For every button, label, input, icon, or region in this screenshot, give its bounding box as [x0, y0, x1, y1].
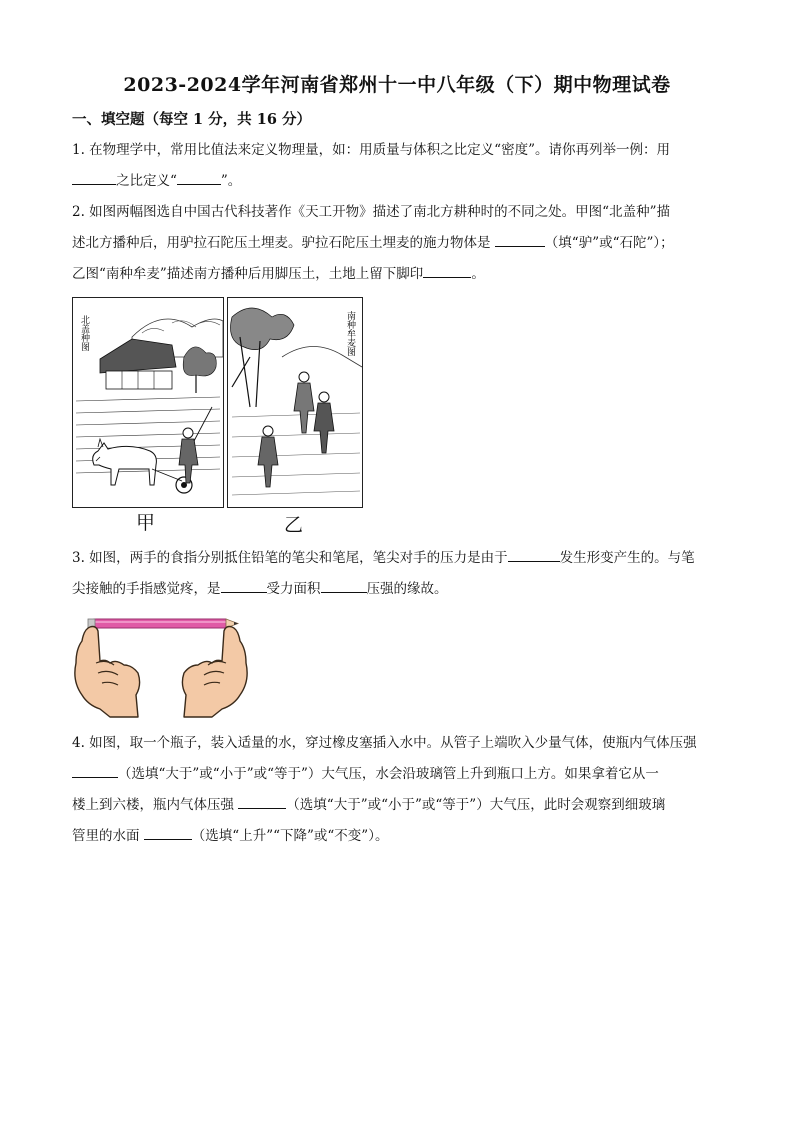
- question-1: [72, 135, 724, 197]
- answer-blank[interactable]: [321, 577, 367, 593]
- question-2: [72, 197, 724, 290]
- q1-line-2: 之比定义“ ”。: [72, 166, 724, 197]
- q4-line-1: 4. 如图，取一个瓶子，装入适量的水，穿过橡皮塞插入水中。从管子上端吹入少量气体，使瓶内气体压强: [72, 735, 697, 751]
- pencil: [88, 619, 238, 628]
- left-hand: [75, 627, 140, 718]
- answer-blank[interactable]: [238, 793, 286, 809]
- answer-blank[interactable]: [144, 824, 192, 840]
- answer-blank[interactable]: [508, 546, 560, 562]
- right-hand: [182, 627, 247, 718]
- north-sowing-panel: [73, 298, 224, 508]
- q2-line-3: 乙图“南种牟麦”描述南方播种后用脚压土，土地上留下脚印 。: [72, 259, 724, 290]
- section-heading: 一、填空题（每空 1 分，共 16 分）: [72, 111, 311, 128]
- caption-jia: 甲: [136, 512, 156, 534]
- q2-line-1: 2. 如图两幅图选自中国古代科技著作《天工开物》描述了南北方耕种时的不同之处。甲图“北盖种”描: [72, 204, 670, 220]
- question-4: [72, 728, 724, 852]
- answer-blank[interactable]: [72, 762, 118, 778]
- inscription-left: 北盖种图: [79, 315, 89, 351]
- q4-line-4: 管里的水面 （选填“上升”“下降”或“不变”）。: [72, 821, 724, 852]
- question-3: [72, 543, 724, 605]
- answer-blank[interactable]: [495, 231, 545, 247]
- tiangong-kaiwu-illustration: [72, 297, 364, 509]
- q1-line-1: 1. 在物理学中，常用比值法来定义物理量，如：用质量与体积之比定义“密度”。请你再列举一例：用: [72, 142, 670, 158]
- answer-blank[interactable]: [423, 262, 471, 278]
- answer-blank[interactable]: [177, 169, 221, 185]
- q3-line-2: 尖接触的手指感觉疼，是 受力面积 压强的缘故。: [72, 574, 724, 605]
- pencil-fingers-illustration: [72, 607, 250, 719]
- q4-line-3: 楼上到六楼，瓶内气体压强 （选填“大于”或“小于”或“等于”）大气压，此时会观察到细玻璃: [72, 790, 724, 821]
- answer-blank[interactable]: [221, 577, 267, 593]
- q2-line-2: 述北方播种后，用驴拉石陀压土埋麦。驴拉石陀压土埋麦的施力物体是 （填“驴”或“石陀”）；: [72, 228, 724, 259]
- q3-line-1: 3. 如图，两手的食指分别抵住铅笔的笔尖和笔尾，笔尖对手的压力是由于 发生形变产生的。与笔: [72, 543, 724, 574]
- caption-yi: 乙: [284, 514, 304, 536]
- south-sowing-panel: [228, 298, 363, 508]
- q4-line-2: （选填“大于”或“小于”或“等于”）大气压，水会沿玻璃管上升到瓶口上方。如果拿着它从一: [72, 759, 724, 790]
- answer-blank[interactable]: [72, 169, 116, 185]
- page-title: 2023-2024学年河南省郑州十一中八年级（下）期中物理试卷: [123, 74, 671, 96]
- inscription-right: 南种牟麦图: [345, 311, 355, 356]
